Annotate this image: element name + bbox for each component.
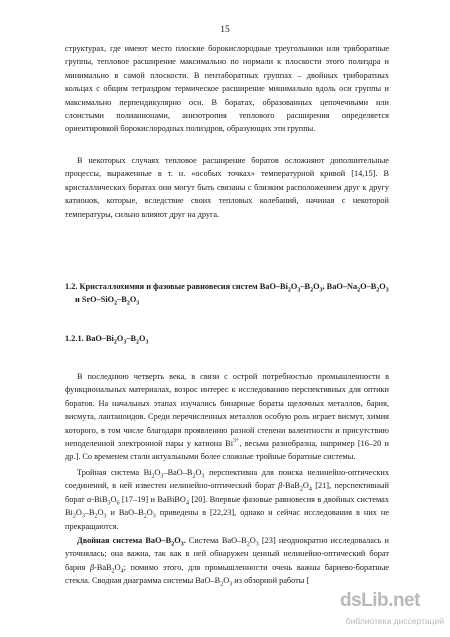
paragraph-special-points: [65, 154, 389, 221]
watermark-logo: dsLib.net: [340, 590, 420, 611]
watermark: [330, 590, 448, 634]
heading-line-1: 1.2. Кристаллохимия и фазовые равновесия систем BaO–$Bi_2O_3-B_2O_3$, BaO–$Na_2O-B_2O_3$: [65, 282, 389, 294]
heading-line-2: и SrO–$SiO_2-B_2O_3$: [75, 295, 140, 308]
paragraph-ternary-system: Тройная система $Bi_2O_3-BaO-B_2O_3$ перспективна для поиска нелинейно-оптических соединений, в ней известен нелинейно-оптический борат $\beta-BaB_2O_4$ [21], перспективный борат $\alpha-BiB_3O_6$ [17–19] и BaBiBO$_4$ [20]. Впервые фазовые равновесия в двойных системах $Bi_2O_3-B_2O_3$ и BaO–$B_2O_3$ приведены в [22,23], однако и сейчас исследования в них не прекращаются.: [65, 468, 390, 531]
page-number: 15: [220, 25, 230, 35]
paragraph-text: структурах, где имеют место плоские борокислородные треугольники или триборатные группы, тепловое расширение максимально по нормали к плоскости этого полиэдра и минимально в самой плоскости. В пентаборатных группах – двойных триборатных кольцах с общим тетраэдром термическое расширение минимально вдоль оси группы и максимально перпендикулярно оси. В боратах, образованных цепочечными или слоистыми полианионами, анизотропия теплового расширения определяется ориентировкой борокислородных полиэдров, образующих эти группы.: [65, 44, 389, 134]
watermark-subtitle: библиотека диссертаций: [345, 616, 444, 626]
paragraph-thermal-expansion: [65, 42, 389, 136]
paragraph-binary-system: Двойная система BaO–$B_2O_3$. Система BaO–$B_2O_3$ [23] неоднократно исследовалась и уточнялась; она важна, так как в ней обнаружен ценный нелинейно-оптический борат бария $\beta-BaB_2O_4$; помимо этого, для промышленности очень важны бариево-боратные стекла. Сводная диаграмма системы BaO–$B_2O_3$ из обзорной работы [: [65, 536, 389, 588]
subsection-heading-1-2-1: 1.2.1. BaO–$Bi_2O_3-B_2O_3$: [65, 334, 149, 346]
section-heading-1-2: [65, 280, 389, 307]
paragraph-bismuth-borates: В последнюю четверть века, в связи с острой потребностью промышленности в функциональных материалах, возрос интерес к исследованию перспективных для оптики боратов. На начальных этапах изучались бинарные бораты щелочных металлов, бария, висмута, лантаноидов. Среди перечисленных металлов особую роль играет висмут, химия которого, в том числе благодаря проявлению разной степени валентности и присутствию неподеленной электронной пары у катиона $Bi^{3+}$, весьма разнобразна, например [16–20 и др.]. Со временем стали актуальными более сложные тройные боратные системы.: [65, 372, 389, 462]
paragraph-text: В некоторых случаях тепловое расширение боратов осложняют дополнительные процессы, выраженные в т. н. «особых точках» температурной кривой [14,15]. В кристаллических боратах они могут быть связаны с близким расположением друг к другу катионов, которые, вследствие своих тепловых колебаний, начиная с некоторой температуры, сильно влияют друг на друга.: [65, 156, 389, 219]
